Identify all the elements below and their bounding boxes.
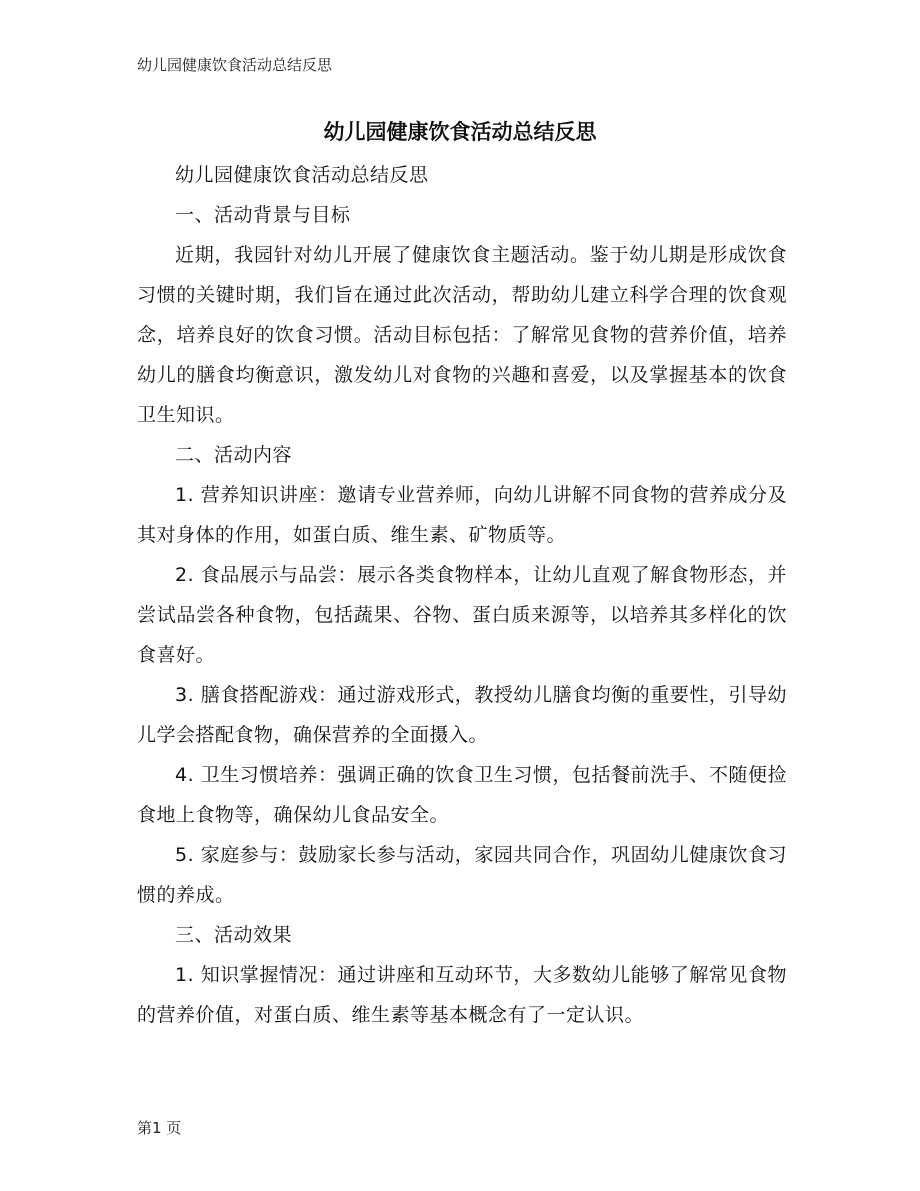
page-number: 第1 页 [137, 1119, 182, 1137]
list-item-food-display: 2. 食品展示与品尝：展示各类食物样本，让幼儿直观了解食物形态，并尝试品尝各种食物，包括蔬果、谷物、蛋白质来源等，以培养其多样化的饮食喜好。 [137, 564, 787, 666]
document-title: 幼儿园健康饮食活动总结反思 [323, 120, 597, 144]
list-item-lecture: 1. 营养知识讲座：邀请专业营养师，向幼儿讲解不同食物的营养成分及其对身体的作用，如蛋白质、维生素、矿物质等。 [137, 484, 787, 546]
section-heading-content: 二、活动内容 [175, 444, 293, 466]
body-paragraph: 近期，我园针对幼儿开展了健康饮食主题活动。鉴于幼儿期是形成饮食习惯的关键时期，我们旨在通过此次活动，帮助幼儿建立科学合理的饮食观念，培养良好的饮食习惯。活动目标包括：了解常见食物的营养价值，培养幼儿的膳食均衡意识，激发幼儿对食物的兴趣和喜爱，以及掌握基本的饮食卫生知识。 [137, 244, 787, 426]
list-item-hygiene: 4. 卫生习惯培养：强调正确的饮食卫生习惯，包括餐前洗手、不随便捡食地上食物等，确保幼儿食品安全。 [137, 764, 787, 826]
subtitle-paragraph: 幼儿园健康饮食活动总结反思 [175, 164, 429, 186]
running-header: 幼儿园健康饮食活动总结反思 [137, 56, 333, 74]
section-heading-background: 一、活动背景与目标 [175, 204, 351, 226]
list-item-knowledge: 1. 知识掌握情况：通过讲座和互动环节，大多数幼儿能够了解常见食物的营养价值，对蛋白质、维生素等基本概念有了一定认识。 [137, 964, 787, 1026]
section-heading-effect: 三、活动效果 [175, 924, 293, 946]
list-item-diet-game: 3. 膳食搭配游戏：通过游戏形式，教授幼儿膳食均衡的重要性，引导幼儿学会搭配食物，确保营养的全面摄入。 [137, 684, 787, 746]
document-body [137, 155, 787, 1035]
list-item-family: 5. 家庭参与：鼓励家长参与活动，家园共同合作，巩固幼儿健康饮食习惯的养成。 [137, 844, 787, 906]
